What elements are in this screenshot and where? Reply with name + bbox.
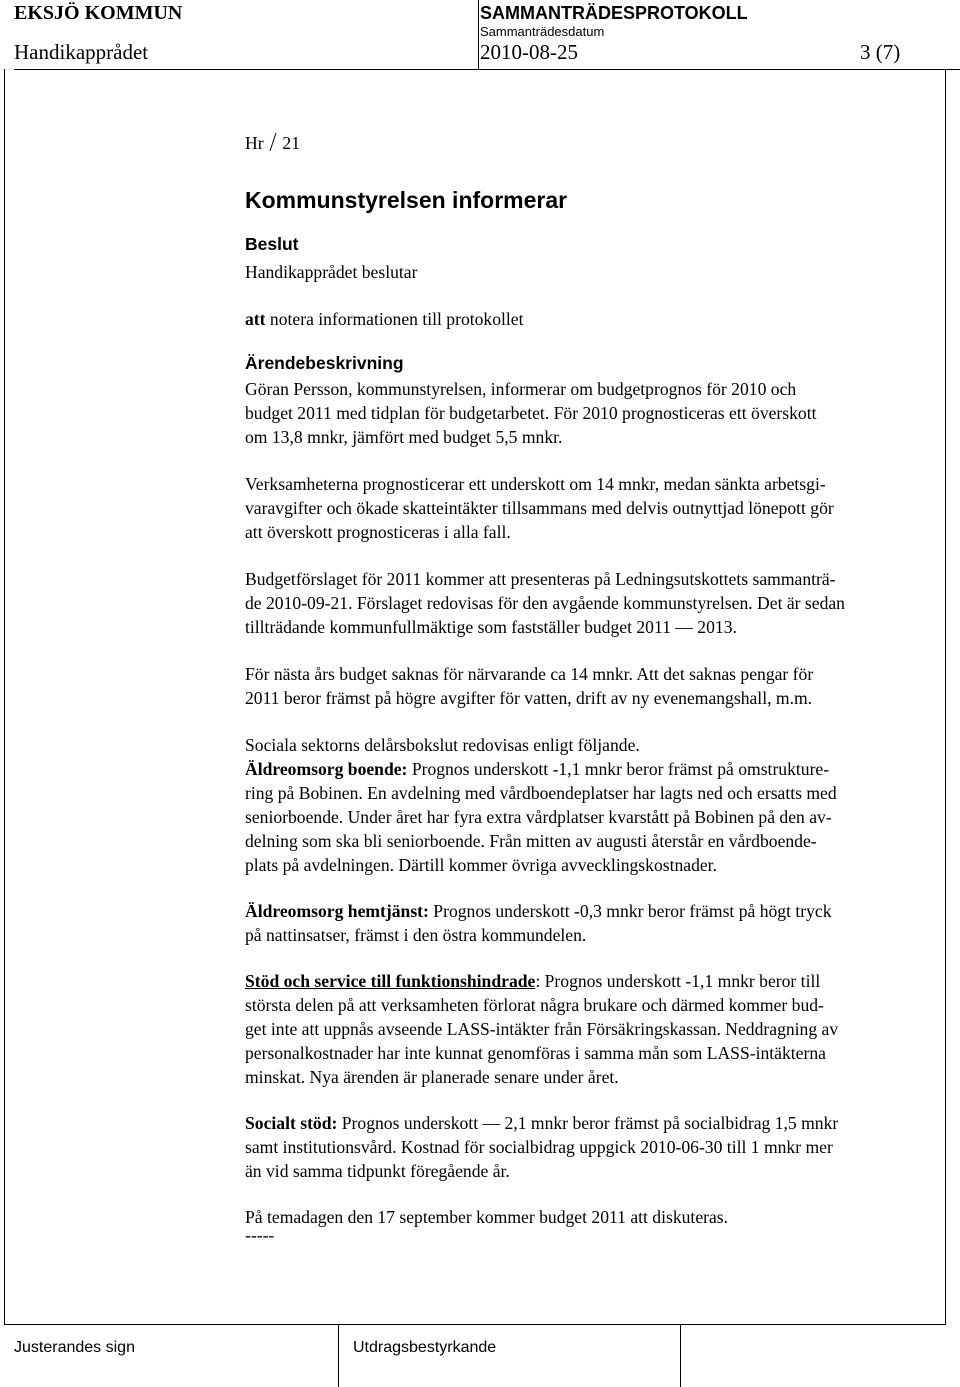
- line: Prognos underskott -1,1 mnkr beror främst på omstrukture-: [407, 759, 830, 779]
- line: 2011 beror främst på högre avgifter för vatten, drift av ny evenemangshall, m.m.: [245, 688, 813, 708]
- item-number-value: 21: [282, 133, 300, 153]
- line: delning som ska bli seniorboende. Från mitten av augusti återstår en vårdboende-: [245, 831, 817, 851]
- line: get inte att uppnås avseende LASS-intäkter från Försäkringskassan. Neddragning av: [245, 1019, 839, 1039]
- line: på nattinsatser, främst i den östra kommundelen.: [245, 925, 587, 945]
- end-mark: -----: [245, 1225, 275, 1245]
- item-prefix: Hr: [245, 133, 264, 153]
- line: För nästa års budget saknas för närvarande ca 14 mnkr. Att det saknas pengar för: [245, 664, 814, 684]
- paragraph-stod-service: [245, 969, 945, 1089]
- header-divider: [14, 69, 960, 70]
- line: om 13,8 mnkr, jämfört med budget 5,5 mnkr.: [245, 427, 563, 447]
- line: varavgifter och ökade skatteintäkter tillsammans med delvis outnyttjad lönepott gör: [245, 498, 834, 518]
- aldreomsorg-hemtjanst-label: Äldreomsorg hemtjänst:: [245, 901, 429, 921]
- footer-column-divider-2: [680, 1324, 681, 1387]
- decision-intro: Handikapprådet beslutar: [245, 262, 418, 282]
- paragraph-2: [245, 472, 945, 544]
- line: Göran Persson, kommunstyrelsen, informerar om budgetprognos för 2010 och: [245, 379, 797, 399]
- paragraph-5: [245, 733, 945, 877]
- line: än vid samma tidpunkt föregående år.: [245, 1161, 510, 1181]
- line: Verksamheterna prognosticerar ett underskott om 14 mnkr, medan sänkta arbetsgi-: [245, 474, 826, 494]
- paragraph-hemtjanst: [245, 899, 945, 947]
- page-number: 3 (7): [860, 40, 901, 64]
- decision-text: [245, 307, 945, 331]
- decision-heading: Beslut: [245, 234, 299, 254]
- paragraph-1: [245, 377, 945, 449]
- paragraph-4: [245, 662, 945, 710]
- header-column-divider: [478, 0, 479, 69]
- utdragsbestyrkande-label: Utdragsbestyrkande: [353, 1339, 497, 1356]
- footer-column-divider: [338, 1324, 339, 1387]
- footer-divider: [4, 1324, 946, 1325]
- line: att överskott prognosticeras i alla fall.: [245, 522, 511, 542]
- line: personalkostnader har inte kunnat genomföras i samma mån som LASS-intäkterna: [245, 1043, 826, 1063]
- line: tillträdande kommunfullmäktige som fastställer budget 2011 — 2013.: [245, 617, 737, 637]
- justerandes-sign-label: Justerandes sign: [14, 1339, 135, 1356]
- closing-paragraph: [245, 1205, 945, 1253]
- line: Sociala sektorns delårsbokslut redovisas enligt följande.: [245, 735, 640, 755]
- line: plats på avdelningen. Därtill kommer övriga avvecklingskostnader.: [245, 855, 717, 875]
- line: : Prognos underskott -1,1 mnkr beror till: [535, 971, 821, 991]
- meeting-date: 2010-08-25: [480, 40, 578, 64]
- line: samt institutionsvård. Kostnad för socialbidrag uppgick 2010-06-30 till 1 mnkr mer: [245, 1137, 833, 1157]
- date-label: Sammanträdesdatum: [480, 24, 605, 39]
- left-margin-line: [4, 69, 5, 1324]
- decision-body: notera informationen till protokollet: [265, 309, 524, 329]
- line: Prognos underskott — 2,1 mnkr beror främst på socialbidrag 1,5 mnkr: [337, 1113, 839, 1133]
- description-heading: Ärendebeskrivning: [245, 353, 404, 373]
- line: På temadagen den 17 september kommer budget 2011 att diskuteras.: [245, 1207, 729, 1227]
- socialt-stod-label: Socialt stöd:: [245, 1113, 338, 1133]
- paragraph-3: [245, 567, 945, 639]
- right-margin-line: [945, 69, 946, 1324]
- committee-name: Handikapprådet: [14, 40, 149, 64]
- line: Prognos underskott -0,3 mnkr beror främst på högt tryck: [428, 901, 832, 921]
- decision-att: att: [245, 309, 266, 329]
- line: budget 2011 med tidplan för budgetarbetet. För 2010 prognosticeras ett överskott: [245, 403, 817, 423]
- page-title: Kommunstyrelsen informerar: [245, 187, 568, 213]
- line: de 2010-09-21. Förslaget redovisas för den avgående kommunstyrelsen. Det är sedan: [245, 593, 845, 613]
- line: Budgetförslaget för 2011 kommer att presenteras på Ledningsutskottets sammanträ-: [245, 569, 836, 589]
- line: största delen på att verksamheten förlorat några brukare och därmed kommer bud-: [245, 995, 824, 1015]
- line: seniorboende. Under året har fyra extra vårdplatser kvarstått på Bobinen på den av-: [245, 807, 832, 827]
- paragraph-socialt-stod: [245, 1111, 945, 1183]
- document-type: SAMMANTRÄDESPROTOKOLL: [480, 3, 748, 23]
- line: minskat. Nya ärenden är planerade senare under året.: [245, 1067, 619, 1087]
- item-number: [245, 131, 945, 155]
- document-body: [245, 131, 945, 1253]
- aldreomsorg-boende-label: Äldreomsorg boende:: [245, 759, 408, 779]
- line: ring på Bobinen. En avdelning med vårdboendeplatser har lagts ned och ersatts med: [245, 783, 837, 803]
- paragraph-mark-icon: [268, 132, 278, 152]
- organization-name: EKSJÖ KOMMUN: [14, 2, 183, 24]
- stod-service-label: Stöd och service till funktionshindrade: [245, 971, 536, 991]
